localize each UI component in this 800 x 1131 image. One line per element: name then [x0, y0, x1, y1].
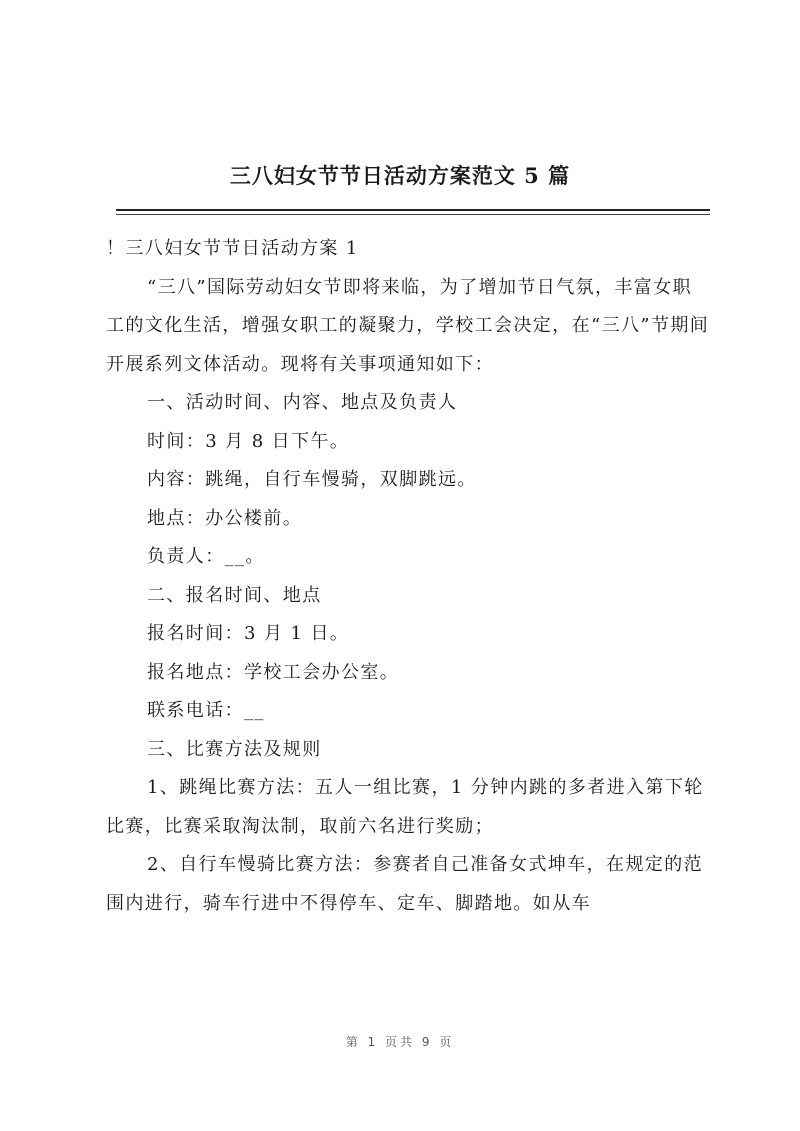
body-paragraph: 报名时间：3 月 1 日。 — [147, 623, 350, 644]
document-body — [106, 230, 710, 923]
body-paragraph: 2、自行车慢骑比赛方法：参赛者自己准备女式坤车，在规定的范围内进行，骑车行进中不得停车、定车、脚踏地。如从车 — [106, 854, 704, 914]
document-title: 三八妇女节节日活动方案范文 5 篇 — [229, 163, 571, 188]
body-paragraph: 1、跳绳比赛方法：五人一组比赛，1 分钟内跳的多者进入第下轮比赛，比赛采取淘汰制，取前六名进行奖励； — [106, 777, 704, 837]
body-paragraph: “三八”国际劳动妇女节即将来临，为了增加节日气氛，丰富女职工的文化生活，增强女职工的凝聚力，学校工会决定，在“三八”节期间开展系列文体活动。现将有关事项通知如下： — [106, 276, 710, 375]
title-divider-thick — [116, 209, 710, 211]
body-paragraph: 一、活动时间、内容、地点及负责人 — [147, 392, 458, 413]
title-divider-thin — [116, 214, 710, 215]
body-paragraph: 地点：办公楼前。 — [147, 507, 303, 529]
body-paragraph: 内容：跳绳，自行车慢骑，双脚跳远。 — [147, 469, 477, 490]
body-paragraph: 联系电话：__ — [147, 700, 265, 721]
body-paragraph: 报名地点：学校工会办公室。 — [147, 661, 400, 683]
body-paragraph: 二、报名时间、地点 — [147, 584, 322, 606]
body-paragraph: 负责人：__。 — [147, 546, 265, 567]
body-paragraph: 时间：3 月 8 日下午。 — [147, 430, 350, 452]
body-paragraph: 三、比赛方法及规则 — [147, 738, 322, 760]
body-paragraph: ！三八妇女节节日活动方案 1 — [106, 238, 359, 259]
page-footer: 第 1 页共 9 页 — [345, 1035, 455, 1049]
